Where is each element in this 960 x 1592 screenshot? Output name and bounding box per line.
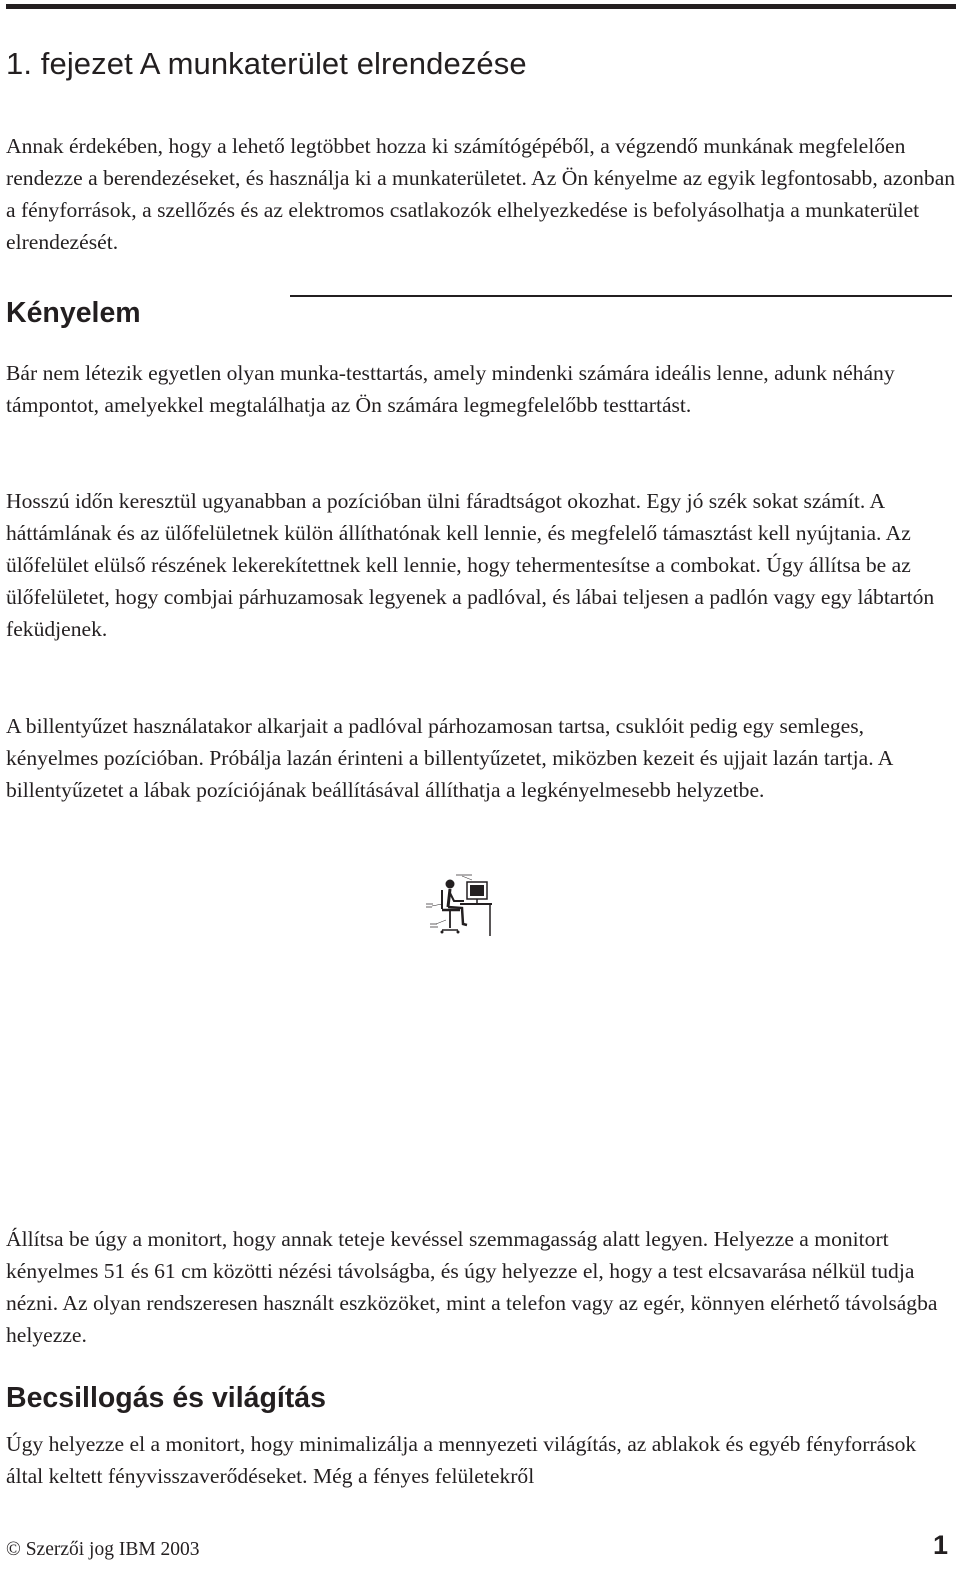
comfort-paragraph-2: Hosszú időn keresztül ugyanabban a pozícióban ülni fáradtságot okozhat. Egy jó szék sokat számít. A háttámlának és az ülőfelületnek külön állíthatónak kell lennie, és megfelelő támasztást kell nyújtania. Az ülőfelület elülső részének lekerekítettnek kell lennie, hogy tehermentesítse a combokat. Úgy állítsa be az ülőfelületet, hogy combjai párhuzamosak legyenek a padlóval, és lábai teljesen a padlón vagy egy lábtartón feküdjenek. [6,489,935,641]
copyright-notice: © Szerzői jog IBM 2003 [6,1539,200,1560]
comfort-paragraph-4: Állítsa be úgy a monitort, hogy annak teteje kevéssel szemmagasság alatt legyen. Helyezze a monitort kényelmes 51 és 61 cm közötti nézési távolságba, és úgy helyezze el, hogy a test elcsavarása nélkül tudja nézni. Az olyan rendszeresen használt eszközöket, mint a telefon vagy az egér, könnyen elérhető távolságba helyezze. [6,1227,938,1347]
comfort-paragraph-3: A billentyűzet használatakor alkarjait a padlóval párhozamosan tartsa, csuklóit pedig egy semleges, kényelmes pozícióban. Próbálja lazán érinteni a billentyűzetet, miközben kezeit és ujjait lazán tartja. A billentyűzetet a lábak pozíciójának beállításával állíthatja a legkényelmesebb helyzetbe. [6,714,893,802]
comfort-paragraph-1: Bár nem létezik egyetlen olyan munka-testtartás, amely mindenki számára ideális lenne, adunk néhány támpontot, amelyekkel megtalálhatja az Ön számára legmegfelelőbb testtartást. [6,361,895,417]
section-title-glare: Becsillogás és világítás [6,1382,326,1414]
chapter-intro-paragraph: Annak érdekében, hogy a lehető legtöbbet hozza ki számítógépéből, a végzendő munkának megfelelően rendezze a berendezéseket, és használja ki a munkaterületet. Az Ön kényelme az egyik legfontosabb, azonban a fényforrások, a szellőzés és az elektromos csatlakozók elhelyezkedése is befolyásolhatja a munkaterület elrendezését. [6,134,956,254]
seated-user-illustration [420,868,495,940]
section-divider [290,295,952,297]
page-number: 1 [932,1530,948,1560]
glare-paragraph: Úgy helyezze el a monitort, hogy minimalizálja a mennyezeti világítás, az ablakok és egyéb fényforrások által keltett fényvisszaverődéseket. Még a fényes felületekről [6,1432,917,1488]
ergonomic-posture-figure [420,868,495,940]
section-title-comfort: Kényelem [6,297,141,329]
chapter-title: 1. fejezet A munkaterület elrendezése [6,46,527,81]
top-rule [6,4,956,9]
